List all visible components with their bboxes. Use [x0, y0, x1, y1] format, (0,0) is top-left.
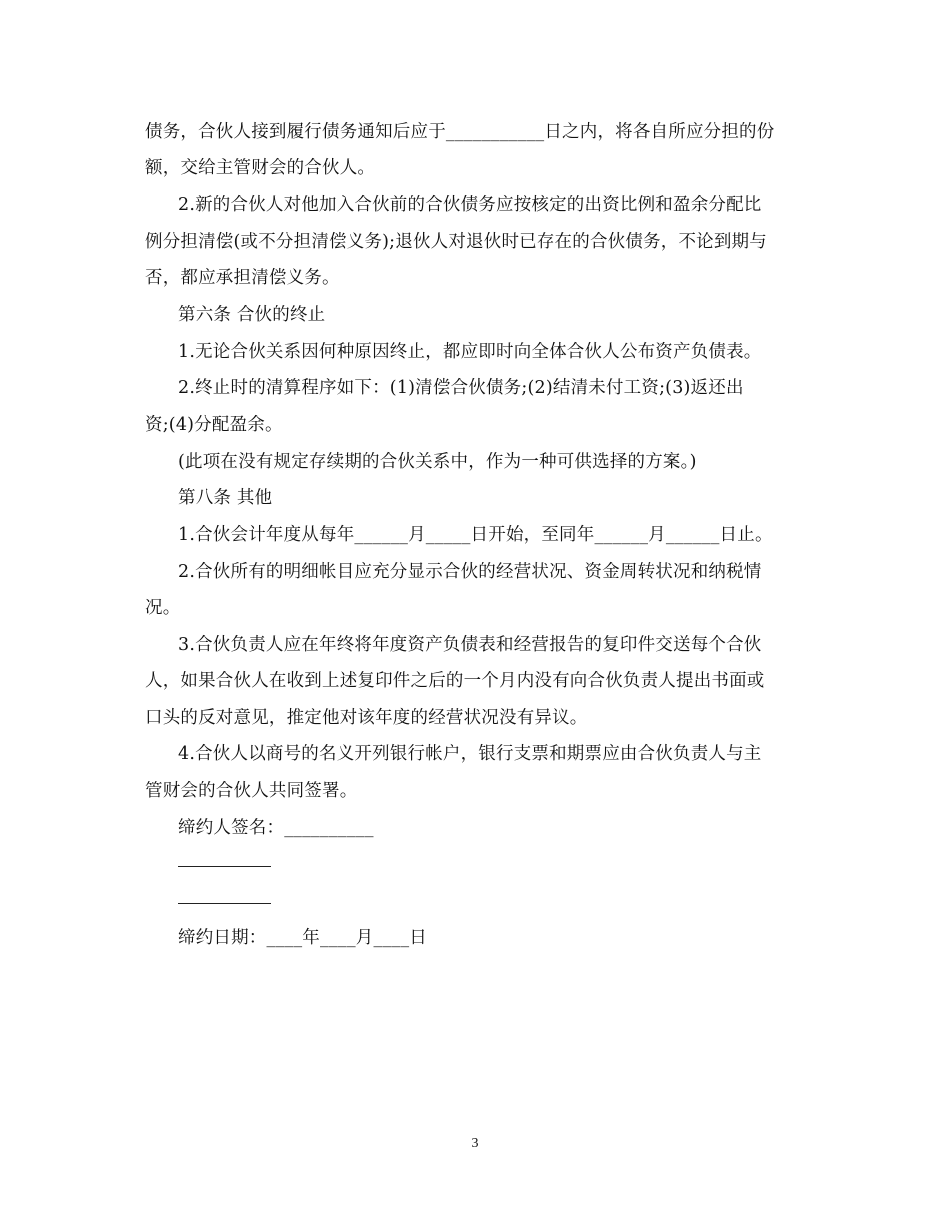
text-line: 3.合伙负责人应在年终将年度资产负债表和经营报告的复印件交送每个合伙	[178, 635, 762, 655]
text-line: 资;(4)分配盈余。	[145, 415, 283, 435]
text-line: 例分担清偿(或不分担清偿义务);退伙人对退伙时已存在的合伙债务，不论到期与	[145, 232, 767, 252]
signature-blank-line	[178, 903, 271, 904]
text-line: 4.合伙人以商号的名义开列银行帐户，银行支票和期票应由合伙负责人与主	[178, 744, 762, 764]
text-line: 1.合伙会计年度从每年______月_____日开始，至同年______月______日止。	[178, 525, 773, 545]
text-line: 口头的反对意见，推定他对该年度的经营状况没有异议。	[145, 708, 588, 728]
text-line: 人，如果合伙人在收到上述复印件之后的一个月内没有向合伙负责人提出书面或	[145, 671, 765, 691]
text-line: 2.终止时的清算程序如下：(1)清偿合伙债务;(2)结清未付工资;(3)返还出	[178, 378, 744, 398]
page-number: 3	[471, 1136, 479, 1151]
section-heading: 第八条 其他	[178, 488, 273, 508]
text-line: 况。	[145, 598, 181, 618]
text-line: 1.无论合伙关系因何种原因终止，都应即时向全体合伙人公布资产负债表。	[178, 342, 762, 362]
text-line: (此项在没有规定存续期的合伙关系中，作为一种可供选择的方案。)	[178, 452, 697, 472]
signature-blank-line	[178, 866, 271, 867]
text-line: 2.合伙所有的明细帐目应充分显示合伙的经营状况、资金周转状况和纳税情	[178, 562, 762, 582]
section-heading: 第六条 合伙的终止	[178, 305, 326, 325]
text-line: 额，交给主管财会的合伙人。	[145, 158, 376, 178]
date-label: 缔约日期：____年____月____日	[178, 928, 427, 948]
signature-label: 缔约人签名：__________	[178, 818, 374, 838]
text-line: 否，都应承担清偿义务。	[145, 268, 340, 288]
text-line: 2.新的合伙人对他加入合伙前的合伙债务应按核定的出资比例和盈余分配比	[178, 195, 762, 215]
text-line: 债务，合伙人接到履行债务通知后应于___________日之内，将各自所应分担的份	[145, 122, 775, 142]
text-line: 管财会的合伙人共同签署。	[145, 781, 358, 801]
